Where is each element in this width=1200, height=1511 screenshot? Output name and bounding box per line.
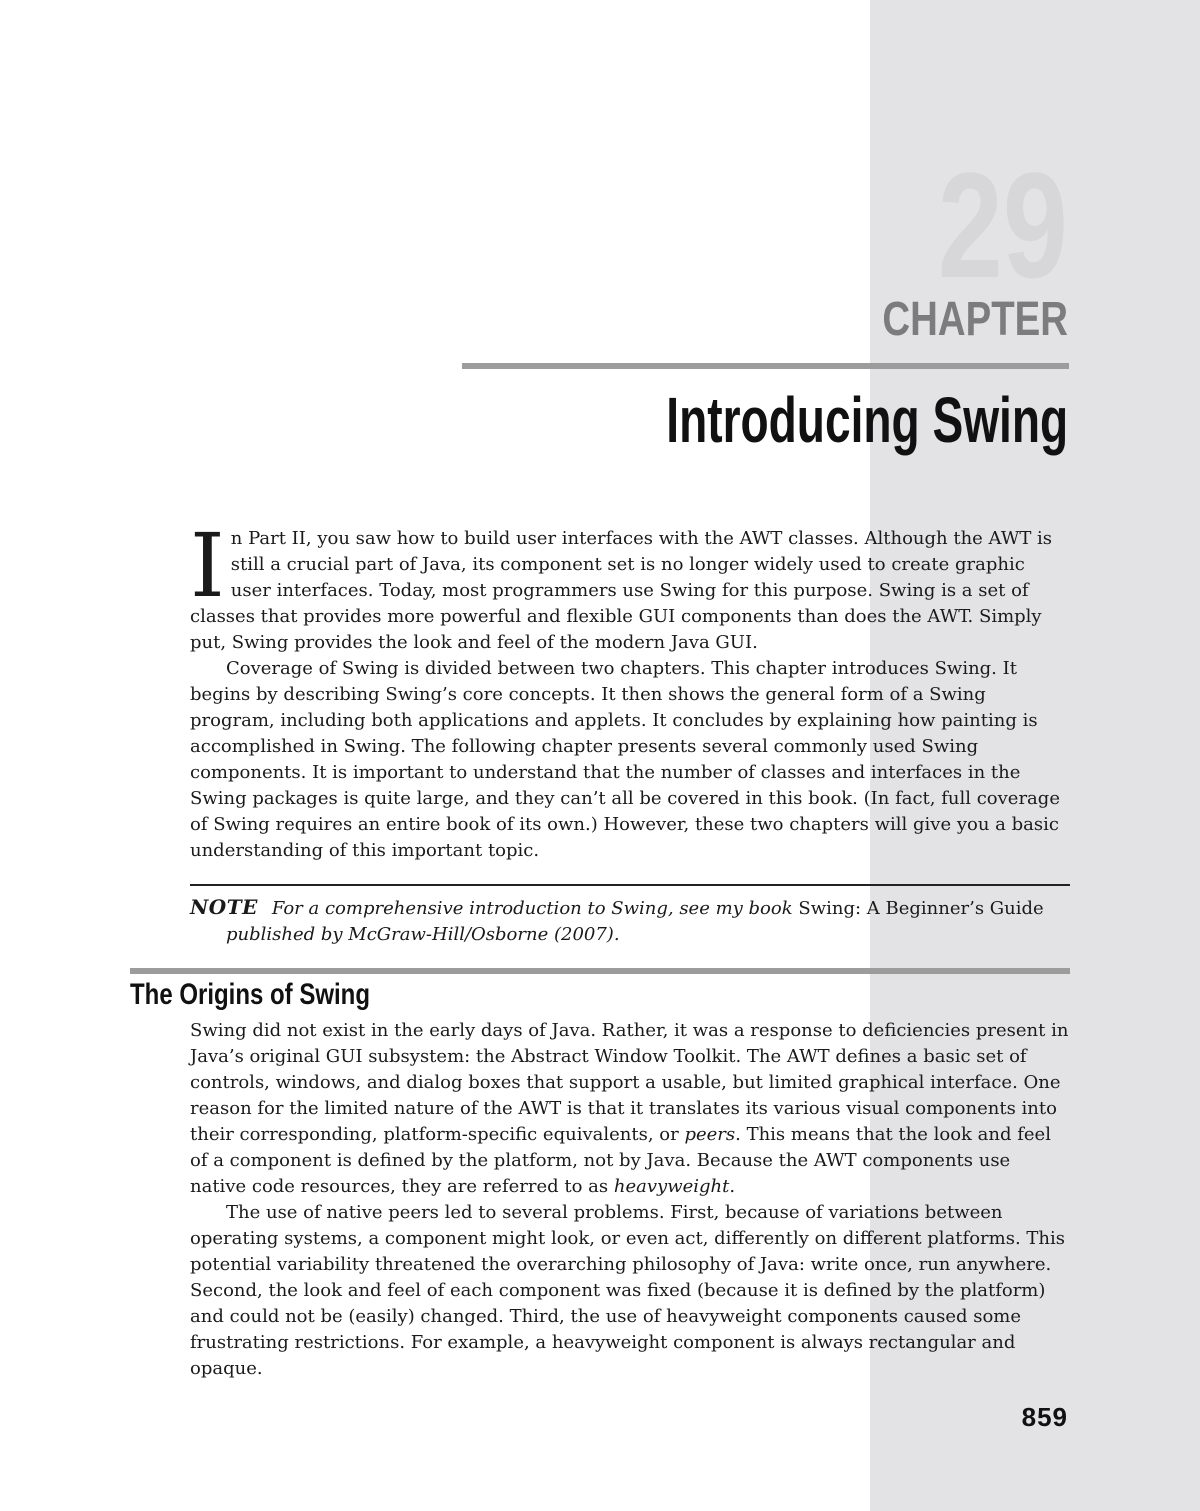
note-divider [190,884,1070,886]
note-text-continued: published by McGraw-Hill/Osborne (2007). [226,924,620,945]
term-heavyweight: heavyweight [613,1176,730,1197]
chapter-title: Introducing Swing [666,384,1068,456]
origins-p1-part2: . This means that the look and feel of a component is defined by the platform, not by Java. Because the AWT components use native code resources, they are referred to as [190,1124,1051,1197]
page-number: 859 [1021,1402,1068,1432]
note-text: For a comprehensive introduction to Swing, see my book [271,898,793,919]
intro-text [190,514,1070,864]
chapter-number: 29 [937,141,1068,309]
intro-paragraph-2: Coverage of Swing is divided between two chapters. This chapter introduces Swing. It begins by describing Swing’s core concepts. It then shows the general form of a Swing program, including both applications and applets. It concludes by explaining how painting is accomplished in Swing. The following chapter presents several commonly used Swing components. It is important to understand that the number of classes and interfaces in the Swing packages is quite large, and they can’t all be covered in this book. (In fact, full coverage of Swing requires an entire book of its own.) However, these two chapters will give you a basic understanding of this important topic. [190,658,1060,861]
chapter-label: CHAPTER [882,293,1068,346]
note-book-title: Swing: A Beginner’s Guide [798,898,1044,919]
section-heading: The Origins of Swing [130,978,370,1011]
intro-paragraph-1-text: n Part II, you saw how to build user interfaces with the AWT classes. Although the AWT is still a crucial part of Java, its component set is no longer widely used to create graphic user interfaces. Today, most programmers use Swing for this purpose. Swing is a set of classes that provides more powerful and flexible GUI components than does the AWT. Simply put, Swing provides the look and feel of the modern Java GUI. [190,528,1053,653]
section-divider [130,968,1070,974]
origins-paragraph-1 [190,1018,1070,1200]
origins-p1-part1: Swing did not exist in the early days of Java. Rather, it was a response to deficiencies present in Java’s original GUI subsystem: the Abstract Window Toolkit. The AWT defines a basic set of controls, windows, and dialog boxes that support a usable, but limited graphical interface. One reason for the limited nature of the AWT is that it translates its various visual components into their corresponding, platform-specific equivalents, or [190,1020,1069,1145]
origins-text [190,1018,1070,1382]
origins-paragraph-2: The use of native peers led to several problems. First, because of variations between operating systems, a component might look, or even act, differently on different platforms. This potential variability threatened the overarching philosophy of Java: write once, run anywhere. Second, the look and feel of each component was fixed (because it is defined by the platform) and could not be (easily) changed. Third, the use of heavyweight components caused some frustrating restrictions. For example, a heavyweight component is always rectangular and opaque. [190,1202,1065,1379]
note-label: NOTE [190,895,258,919]
intro-paragraph-1 [190,514,1070,656]
term-peers: peers [684,1124,736,1145]
note-box [190,894,1070,948]
chapter-divider [462,363,1069,369]
origins-p1-part3: . [729,1176,736,1197]
drop-cap: I [190,514,225,617]
